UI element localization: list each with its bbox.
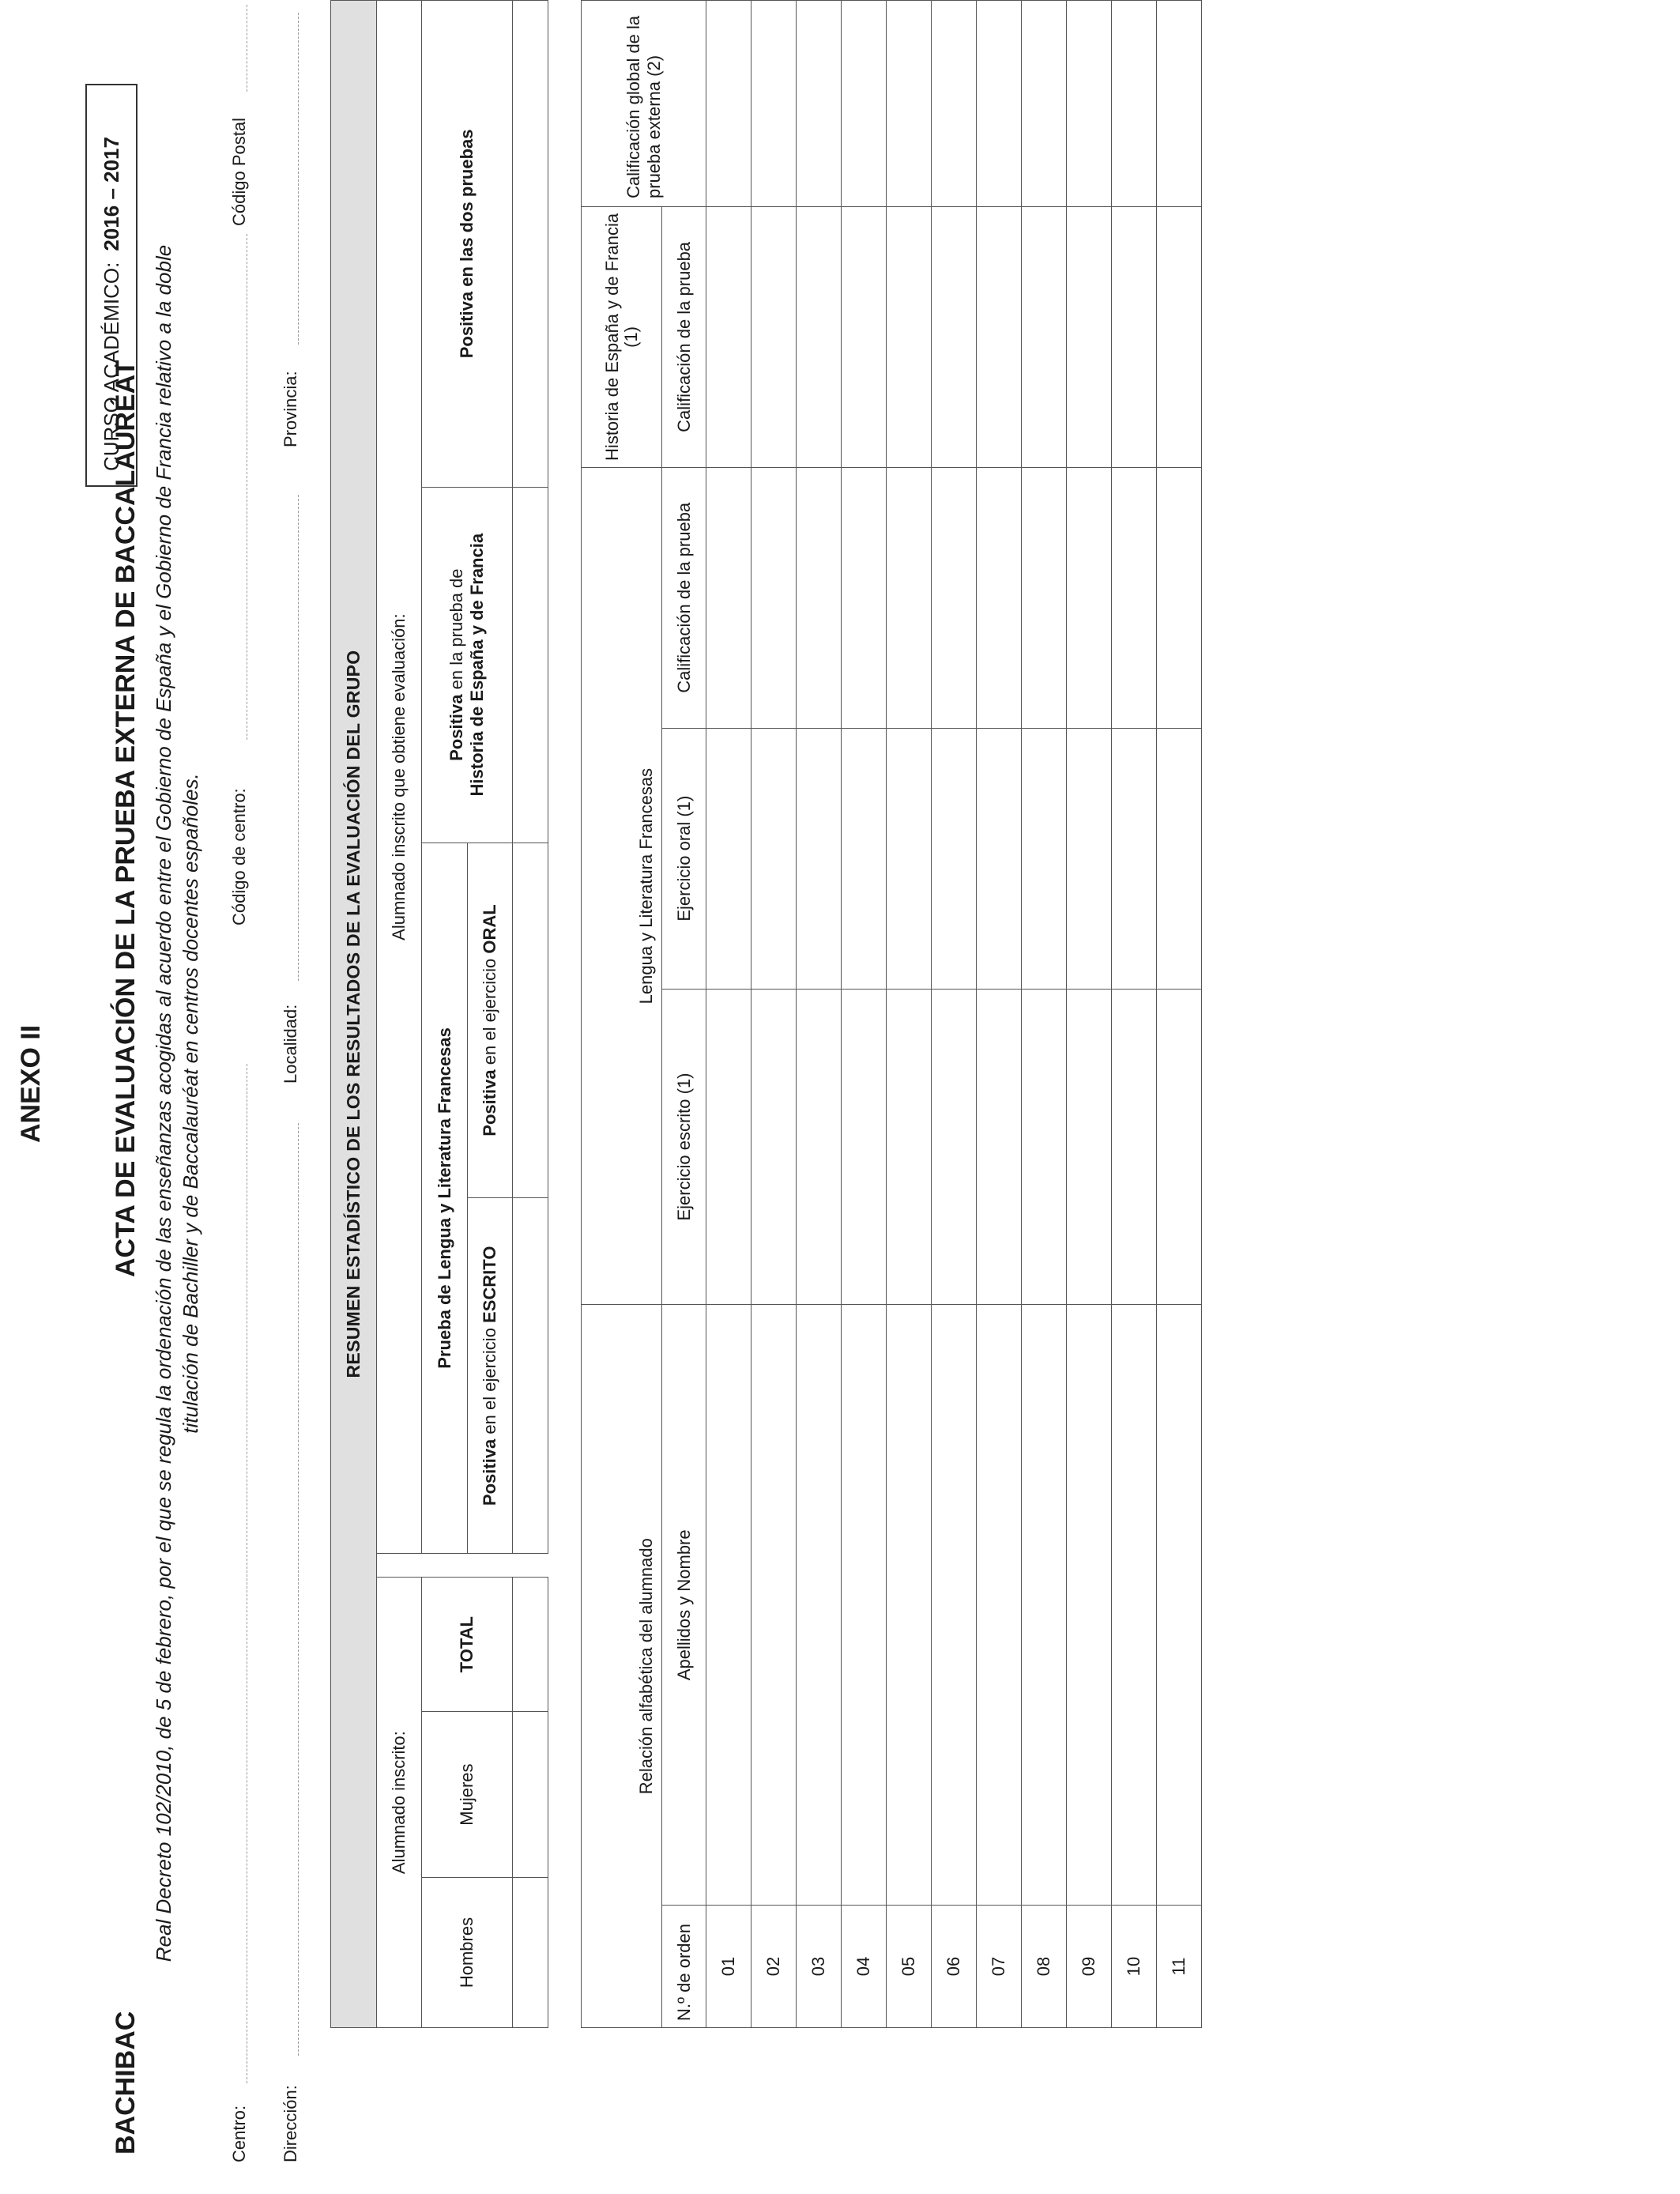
oral-cell[interactable] — [1157, 728, 1202, 989]
escrito-cell[interactable] — [887, 989, 932, 1305]
oral-cell[interactable] — [797, 728, 842, 989]
order-number: 04 — [842, 1906, 887, 2028]
centro-label: Centro: — [229, 2105, 249, 2162]
table-row — [1067, 1, 1112, 2028]
calif-historia-header: Calificación de la prueba — [662, 206, 706, 467]
direccion-line[interactable] — [298, 1123, 299, 2056]
calif-lengua-cell[interactable] — [932, 467, 977, 728]
student-name-cell[interactable] — [706, 1305, 751, 1906]
global-cell[interactable] — [842, 1, 887, 207]
oral-value-cell[interactable] — [513, 843, 548, 1198]
student-rows — [706, 1, 1202, 2028]
oral-cell[interactable] — [1067, 728, 1112, 989]
calif-lengua-cell[interactable] — [1022, 467, 1067, 728]
calif-historia-cell[interactable] — [1022, 206, 1067, 467]
student-name-cell[interactable] — [1157, 1305, 1202, 1906]
calif-lengua-header: Calificación de la prueba — [662, 467, 706, 728]
escrito-cell[interactable] — [1022, 989, 1067, 1305]
calif-historia-cell[interactable] — [932, 206, 977, 467]
historia-group-label: Historia de España y de Francia — [601, 213, 622, 461]
escrito-cell[interactable] — [706, 989, 751, 1305]
dos-pruebas-value-cell[interactable] — [513, 1, 548, 488]
total-value-cell[interactable] — [513, 1578, 548, 1712]
academic-year-value: 2016 – 2017 — [99, 137, 123, 251]
global-cell[interactable] — [887, 1, 932, 207]
calif-historia-cell[interactable] — [797, 206, 842, 467]
student-name-cell[interactable] — [932, 1305, 977, 1906]
oral-cell[interactable] — [1022, 728, 1067, 989]
dos-pruebas-header: Positiva en las dos pruebas — [422, 1, 513, 488]
hombres-header: Hombres — [422, 1878, 513, 2028]
hombres-value-cell[interactable] — [513, 1878, 548, 2028]
lengua-group-header: Lengua y Literatura Francesas — [582, 467, 662, 1305]
student-name-cell[interactable] — [797, 1305, 842, 1906]
order-number: 01 — [706, 1906, 751, 2028]
student-name-cell[interactable] — [1067, 1305, 1112, 1906]
decree-line-1: Real Decreto 102/2010, de 5 de febrero, por el que se regula la ordenación de las enseñanzas acogidas al acuerdo entre el Gobierno de España y el Gobierno de Francia relativo a la doble — [152, 244, 175, 1962]
oral-pre-label: en el ejercicio — [480, 958, 499, 1065]
student-name-cell[interactable] — [751, 1305, 797, 1906]
calif-historia-cell[interactable] — [842, 206, 887, 467]
calif-lengua-cell[interactable] — [1157, 467, 1202, 728]
order-number: 08 — [1022, 1906, 1067, 2028]
codigo-postal-label: Código Postal — [229, 118, 249, 226]
table-row — [1157, 1, 1202, 2028]
positiva-label: Positiva — [480, 1438, 499, 1506]
calif-lengua-cell[interactable] — [887, 467, 932, 728]
mujeres-header: Mujeres — [422, 1712, 513, 1878]
order-number: 02 — [751, 1906, 797, 2028]
escrito-cell[interactable] — [751, 989, 797, 1305]
table-row — [1112, 1, 1157, 2028]
historia-value-cell[interactable] — [513, 487, 548, 843]
academic-year-box — [85, 84, 137, 487]
relacion-header: Relación alfabética del alumnado — [582, 1305, 662, 2028]
global-cell[interactable] — [1022, 1, 1067, 207]
total-header: TOTAL — [422, 1578, 513, 1712]
escrito-cell[interactable] — [1157, 989, 1202, 1305]
global-cell[interactable] — [977, 1, 1022, 207]
table-row — [751, 1, 797, 2028]
obtiene-evaluacion-header: Alumnado inscrito que obtiene evaluación: — [377, 1, 422, 1554]
table-row — [1022, 1, 1067, 2028]
localidad-label: Localidad: — [281, 1004, 300, 1084]
oral-label: ORAL — [480, 904, 499, 954]
global-cell[interactable] — [797, 1, 842, 207]
table-row — [887, 1, 932, 2028]
escrito-cell[interactable] — [977, 989, 1022, 1305]
order-number: 05 — [887, 1906, 932, 2028]
table-row — [797, 1, 842, 2028]
table-row — [842, 1, 887, 2028]
table-row — [706, 1, 751, 2028]
calif-lengua-cell[interactable] — [797, 467, 842, 728]
global-cell[interactable] — [751, 1, 797, 207]
provincia-line[interactable] — [298, 13, 299, 345]
positiva-historia-header — [422, 487, 513, 843]
global-note: (2) — [643, 55, 664, 77]
calif-historia-cell[interactable] — [1067, 206, 1112, 467]
summary-table — [330, 0, 548, 2028]
escrito-pre-label: en el ejercicio — [480, 1328, 499, 1434]
global-cell[interactable] — [1067, 1, 1112, 207]
localidad-line[interactable] — [298, 495, 299, 981]
prueba-lengua-header: Prueba de Lengua y Literatura Francesas — [422, 843, 468, 1554]
order-number: 06 — [932, 1906, 977, 2028]
global-cell[interactable] — [706, 1, 751, 207]
order-number: 07 — [977, 1906, 1022, 2028]
calif-historia-cell[interactable] — [887, 206, 932, 467]
oral-cell[interactable] — [751, 728, 797, 989]
oral-header: Ejercicio oral (1) — [662, 728, 706, 989]
order-number: 09 — [1067, 1906, 1112, 2028]
academic-year-label: CURSO ACADÉMICO: — [99, 262, 123, 471]
oral-cell[interactable] — [932, 728, 977, 989]
oral-cell[interactable] — [1112, 728, 1157, 989]
historia-group-header — [582, 206, 662, 467]
apellidos-header: Apellidos y Nombre — [662, 1305, 706, 1906]
student-name-cell[interactable] — [977, 1305, 1022, 1906]
calif-lengua-cell[interactable] — [842, 467, 887, 728]
calif-historia-cell[interactable] — [1157, 206, 1202, 467]
codigo-centro-label: Código de centro: — [229, 788, 249, 925]
calif-historia-cell[interactable] — [706, 206, 751, 467]
annex-title: ANEXO II — [16, 1024, 46, 1143]
table-row — [977, 1, 1022, 2028]
oral-cell[interactable] — [887, 728, 932, 989]
oral-cell[interactable] — [842, 728, 887, 989]
summary-title: RESUMEN ESTADÍSTICO DE LOS RESULTADOS DE LA EVALUACIÓN DEL GRUPO — [331, 1, 377, 2028]
escrito-value-cell[interactable] — [513, 1198, 548, 1554]
escrito-header: Ejercicio escrito (1) — [662, 989, 706, 1305]
oral-cell[interactable] — [977, 728, 1022, 989]
student-name-cell[interactable] — [842, 1305, 887, 1906]
global-cell[interactable] — [932, 1, 977, 207]
positiva-label: Positiva — [446, 694, 466, 761]
student-name-cell[interactable] — [1112, 1305, 1157, 1906]
escrito-cell[interactable] — [1112, 989, 1157, 1305]
calif-lengua-cell[interactable] — [977, 467, 1022, 728]
bachibac-code: BACHIBAC — [111, 2011, 141, 2154]
student-name-cell[interactable] — [1022, 1305, 1067, 1906]
calif-historia-cell[interactable] — [751, 206, 797, 467]
order-number: 10 — [1112, 1906, 1157, 2028]
global-cell[interactable] — [1112, 1, 1157, 207]
students-table — [581, 0, 1202, 2028]
escrito-cell[interactable] — [797, 989, 842, 1305]
order-number: 11 — [1157, 1906, 1202, 2028]
historia-label: Historia de España y de Francia — [467, 533, 487, 797]
escrito-cell[interactable] — [932, 989, 977, 1305]
order-number: 03 — [797, 1906, 842, 2028]
global-label: Calificación global de la prueba externa — [623, 15, 664, 198]
historia-note: (1) — [620, 326, 641, 348]
provincia-label: Provincia: — [281, 371, 300, 447]
positiva-escrito-header — [468, 1198, 513, 1554]
direccion-label: Dirección: — [281, 2085, 300, 2162]
historia-pre-label: en la prueba de — [446, 568, 466, 690]
calif-historia-cell[interactable] — [977, 206, 1022, 467]
global-cell[interactable] — [1157, 1, 1202, 207]
positiva-label: Positiva — [480, 1069, 499, 1137]
calif-historia-cell[interactable] — [1112, 206, 1157, 467]
decree-line-2: titulación de Bachiller y de Baccalauréat en centros docentes españoles. — [179, 773, 202, 1434]
calif-lengua-cell[interactable] — [706, 467, 751, 728]
mujeres-value-cell[interactable] — [513, 1712, 548, 1878]
calif-lengua-cell[interactable] — [1112, 467, 1157, 728]
num-orden-header: N.º de orden — [662, 1906, 706, 2028]
positiva-oral-header — [468, 843, 513, 1198]
escrito-cell[interactable] — [1067, 989, 1112, 1305]
escrito-cell[interactable] — [842, 989, 887, 1305]
calif-lengua-cell[interactable] — [751, 467, 797, 728]
table-row — [932, 1, 977, 2028]
oral-cell[interactable] — [706, 728, 751, 989]
document-title: ACTA DE EVALUACIÓN DE LA PRUEBA EXTERNA DE BACCALAURÉAT — [111, 360, 141, 1277]
decree-text — [150, 44, 204, 2162]
alumnado-inscrito-header: Alumnado inscrito: — [377, 1578, 422, 2028]
student-name-cell[interactable] — [887, 1305, 932, 1906]
global-header — [582, 1, 706, 207]
escrito-label: ESCRITO — [480, 1246, 499, 1323]
calif-lengua-cell[interactable] — [1067, 467, 1112, 728]
